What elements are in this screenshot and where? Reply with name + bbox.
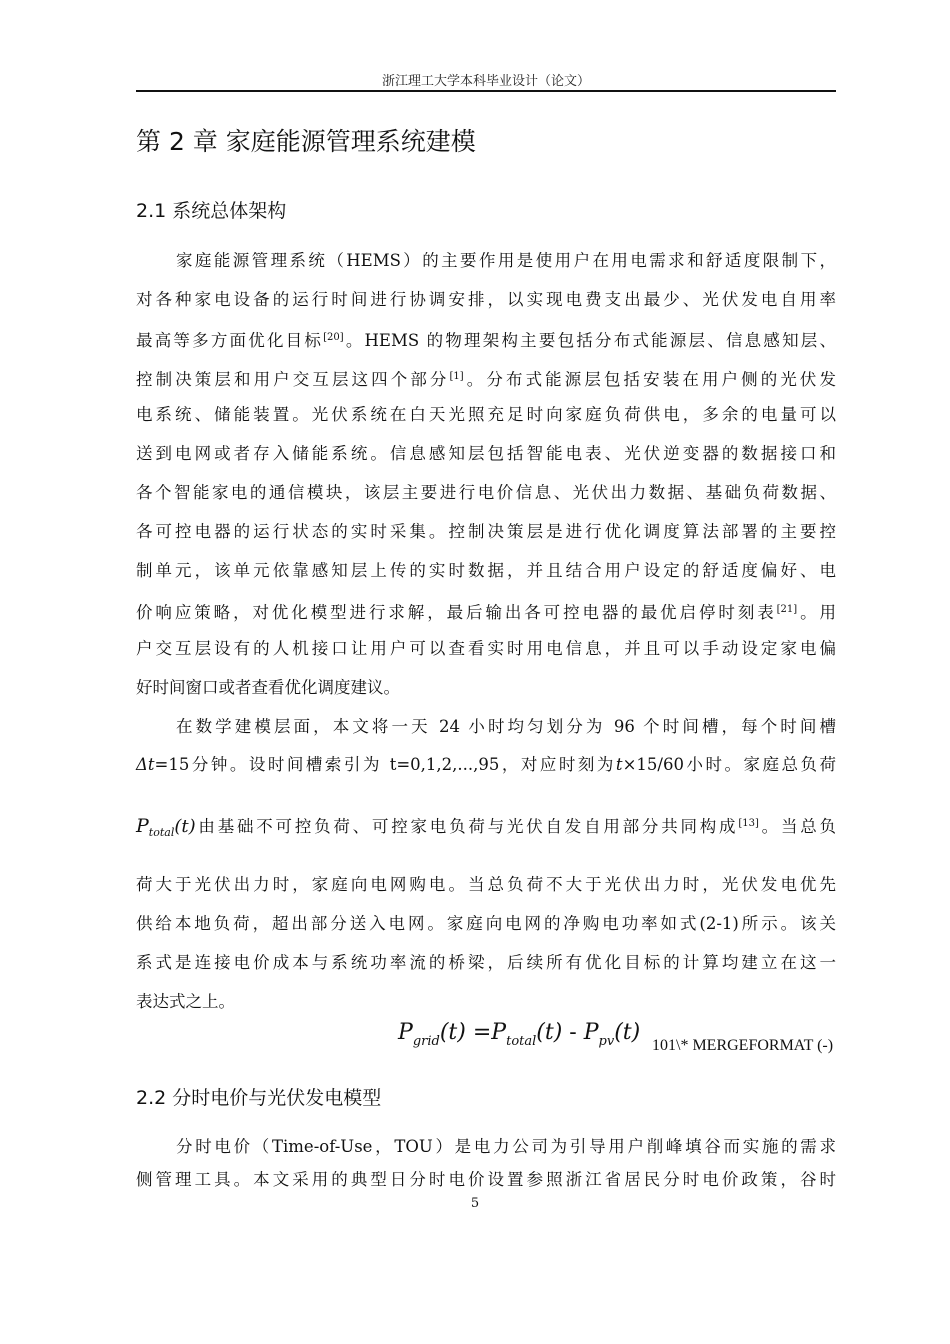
text-line <box>136 328 836 351</box>
math-p-symbol: P <box>583 1020 599 1045</box>
math-argument: (t) <box>439 1020 466 1045</box>
math-expression: ×15/60 <box>622 755 684 774</box>
math-argument: (t) <box>614 1020 641 1045</box>
text-line: 制单元，该单元依靠感知层上传的实时数据，并且结合用户设定的舒适度偏好、电 <box>136 561 836 580</box>
math-operator: = <box>472 1020 492 1045</box>
text-span: 。HEMS 的物理架构主要包括分布式能源层、信息感知层、 <box>343 331 836 350</box>
page-number: 5 <box>470 1196 480 1211</box>
math-argument: (t) <box>536 1020 563 1045</box>
text-line: 好时间窗口或者查看优化调度建议。 <box>136 678 400 697</box>
text-span: 。分布式能源层包括安装在用户侧的光伏发 <box>463 370 837 389</box>
math-p-symbol: P <box>136 815 149 837</box>
section-title-2-1: 2.1 系统总体架构 <box>136 200 287 222</box>
text-line <box>136 367 836 390</box>
equation-2-1 <box>398 1020 640 1049</box>
text-line: 荷大于光伏出力时，家庭向电网购电。当总负荷不大于光伏出力时，光伏发电优先 <box>136 875 836 894</box>
text-line: 分时电价（Time-of-Use，TOU）是电力公司为引导用户削峰填谷而实施的需求 <box>176 1137 836 1156</box>
header-rule <box>136 90 836 92</box>
text-span: 分钟。设时间槽索引为 t=0,1,2,...,95，对应时刻为 <box>189 755 616 774</box>
citation-ref[interactable]: [1] <box>449 371 464 382</box>
text-span: 。用 <box>797 603 837 622</box>
citation-ref[interactable]: [20] <box>323 332 344 343</box>
text-span: 。当总负 <box>758 817 837 836</box>
math-subscript: total <box>148 826 175 839</box>
math-subscript: pv <box>598 1034 615 1049</box>
math-subscript: total <box>506 1034 537 1049</box>
math-delta-t: Δt <box>136 755 155 774</box>
text-line <box>136 600 836 623</box>
text-line <box>136 814 836 843</box>
citation-ref[interactable]: [13] <box>738 818 759 829</box>
math-t: t <box>615 755 623 774</box>
text-line: 供给本地负荷，超出部分送入电网。家庭向电网的净购电功率如式(2-1)所示。该关 <box>136 914 836 933</box>
text-line: 对各种家电设备的运行时间进行协调安排，以实现电费支出最少、光伏发电自用率 <box>136 290 836 309</box>
chapter-title: 第 2 章 家庭能源管理系统建模 <box>136 127 476 156</box>
text-line: 户交互层设有的人机接口让用户可以查看实时用电信息，并且可以手动设定家电偏 <box>136 639 836 658</box>
text-line: 系式是连接电价成本与系统功率流的桥梁，后续所有优化目标的计算均建立在这一 <box>136 953 836 972</box>
text-line: 家庭能源管理系统（HEMS）的主要作用是使用户在用电需求和舒适度限制下， <box>176 251 836 270</box>
text-span: 最高等多方面优化目标 <box>136 331 324 350</box>
equation-number: 101\* MERGEFORMAT (-) <box>652 1037 834 1054</box>
text-span: 控制决策层和用户交互层这四个部分 <box>136 370 450 389</box>
math-operator: - <box>569 1020 577 1045</box>
text-line <box>136 755 836 775</box>
text-span: 小时。家庭总负荷 <box>683 755 837 774</box>
math-value: =15 <box>154 755 190 774</box>
text-line: 各可控电器的运行状态的实时采集。控制决策层是进行优化调度算法部署的主要控 <box>136 522 836 541</box>
text-line: 侧管理工具。本文采用的典型日分时电价设置参照浙江省居民分时电价政策，谷时 <box>136 1170 836 1189</box>
math-subscript: grid <box>412 1034 440 1049</box>
text-line: 在数学建模层面，本文将一天 24 小时均匀划分为 96 个时间槽，每个时间槽 <box>176 717 836 736</box>
math-argument: (t) <box>174 816 196 837</box>
text-line: 电系统、储能装置。光伏系统在白天光照充足时向家庭负荷供电，多余的电量可以 <box>136 405 836 424</box>
running-header: 浙江理工大学本科毕业设计（论文） <box>381 74 590 89</box>
text-span: 价响应策略，对优化模型进行求解，最后输出各可控电器的最优启停时刻表 <box>136 603 777 622</box>
section-title-2-2: 2.2 分时电价与光伏发电模型 <box>136 1087 382 1109</box>
text-line: 送到电网或者存入储能系统。信息感知层包括智能电表、光伏逆变器的数据接口和 <box>136 444 836 463</box>
math-p-symbol: P <box>398 1020 413 1045</box>
text-line: 各个智能家电的通信模块，该层主要进行电价信息、光伏出力数据、基础负荷数据、 <box>136 483 836 502</box>
math-p-symbol: P <box>491 1020 507 1045</box>
text-span: 由基础不可控负荷、可控家电负荷与光伏自发自用部分共同构成 <box>195 817 739 836</box>
text-line: 表达式之上。 <box>136 992 235 1011</box>
citation-ref[interactable]: [21] <box>776 604 798 615</box>
